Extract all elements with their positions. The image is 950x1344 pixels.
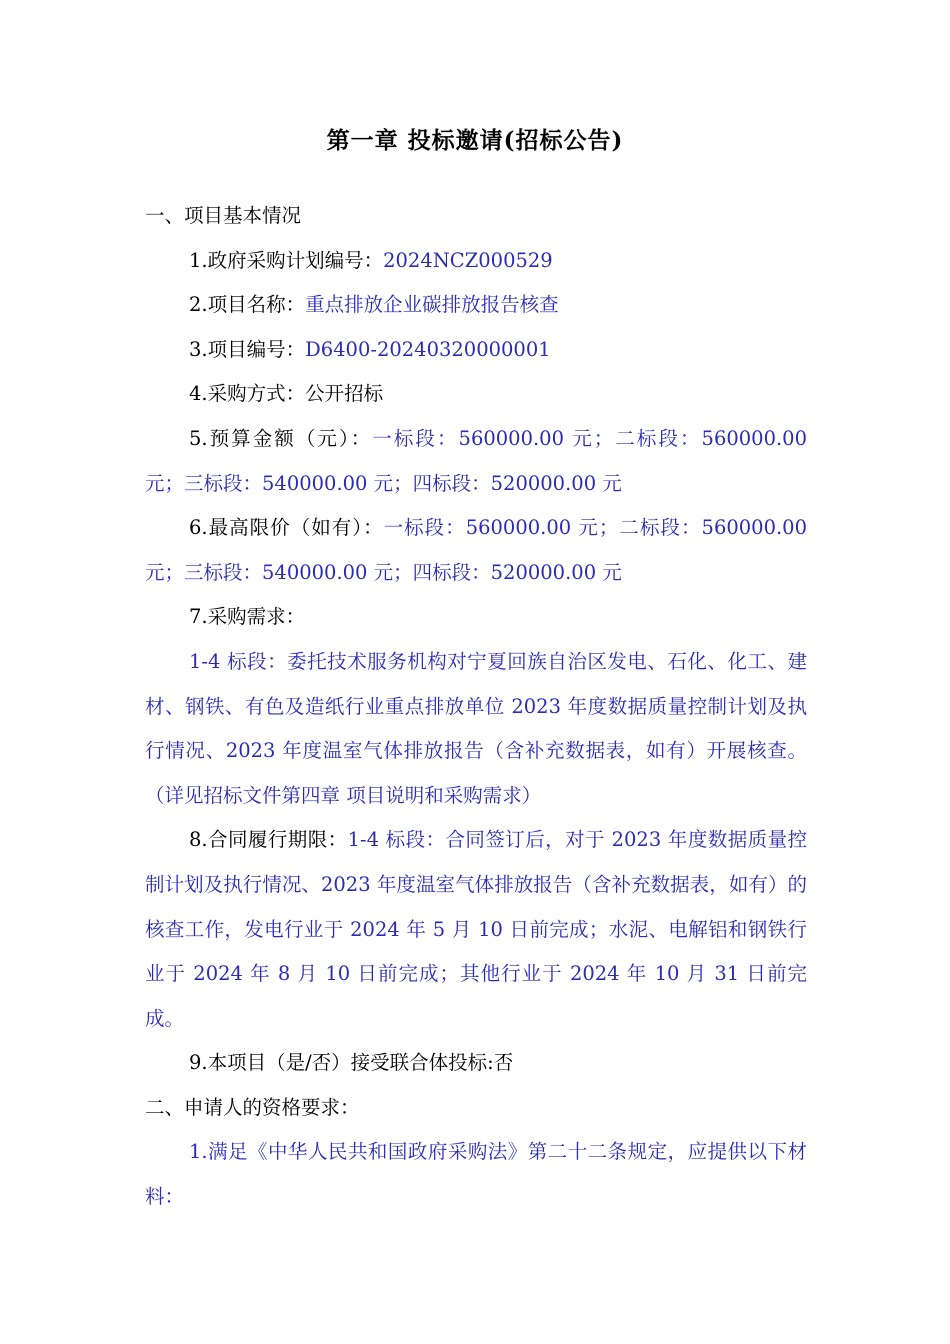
item-requirements-label: 7.采购需求： <box>189 605 306 629</box>
item-consortium <box>145 1041 807 1086</box>
item-qualification-1: 1.满足《中华人民共和国政府采购法》第二十二条规定，应提供以下材料： <box>145 1140 807 1209</box>
item-project-number-value: D6400-20240320000001 <box>305 337 551 361</box>
item-contract-period-value: 1-4 标段：合同签订后，对于 2023 年度数据质量控制计划及执行情况、2023 年度温室气体排放报告（含补充数据表，如有）的核查工作，发电行业于 2024 年 5 月 10 日前完成；水泥、电解铝和钢铁行业于 2024 年 8 月 10 日前完成；其他行业于 2024 年 10 月 31 日前完成。 <box>145 828 808 1030</box>
item-procurement-method-value: 公开招标 <box>305 382 384 406</box>
section-2-heading: 二、申请人的资格要求： <box>145 1095 360 1119</box>
item-consortium-label: 9.本项目（是/否）接受联合体投标: <box>189 1051 494 1075</box>
item-contract-period <box>145 818 807 1041</box>
item-max-price <box>145 506 807 595</box>
item-plan-number <box>145 239 807 284</box>
item-plan-number-value: 2024NCZ000529 <box>383 248 553 272</box>
item-procurement-method-label: 4.采购方式： <box>189 382 306 406</box>
item-plan-number-label: 1.政府采购计划编号： <box>189 248 384 272</box>
item-project-name-label: 2.项目名称： <box>189 293 306 317</box>
item-max-price-value: 一标段：560000.00 元；二标段：560000.00 元；三标段：540000.00 元；四标段：520000.00 元 <box>145 516 807 584</box>
section-1-heading: 一、项目基本情况 <box>145 204 302 227</box>
document-body <box>145 194 807 1220</box>
item-contract-period-label: 8.合同履行期限： <box>189 828 348 852</box>
item-project-number-label: 3.项目编号： <box>189 337 306 361</box>
item-project-name <box>145 283 807 328</box>
item-budget <box>145 417 807 506</box>
item-project-number <box>145 328 807 373</box>
chapter-title: 第一章 投标邀请(招标公告) <box>326 127 624 154</box>
item-project-name-value: 重点排放企业碳排放报告核查 <box>305 293 559 317</box>
item-consortium-value: 否 <box>493 1051 514 1075</box>
item-budget-value: 一标段：560000.00 元；二标段：560000.00 元；三标段：540000.00 元；四标段：520000.00 元 <box>145 426 807 495</box>
item-budget-label: 5.预算金额（元）： <box>189 426 373 450</box>
item-max-price-label: 6.最高限价（如有）： <box>189 516 384 540</box>
item-requirements-value: 1-4 标段：委托技术服务机构对宁夏回族自治区发电、石化、化工、建材、钢铁、有色及造纸行业重点排放单位 2023 年度数据质量控制计划及执行情况、2023 年度温室气体排放报告（含补充数据表，如有）开展核查。（详见招标文件第四章 项目说明和采购需求） <box>145 649 807 807</box>
item-procurement-method <box>145 372 807 417</box>
